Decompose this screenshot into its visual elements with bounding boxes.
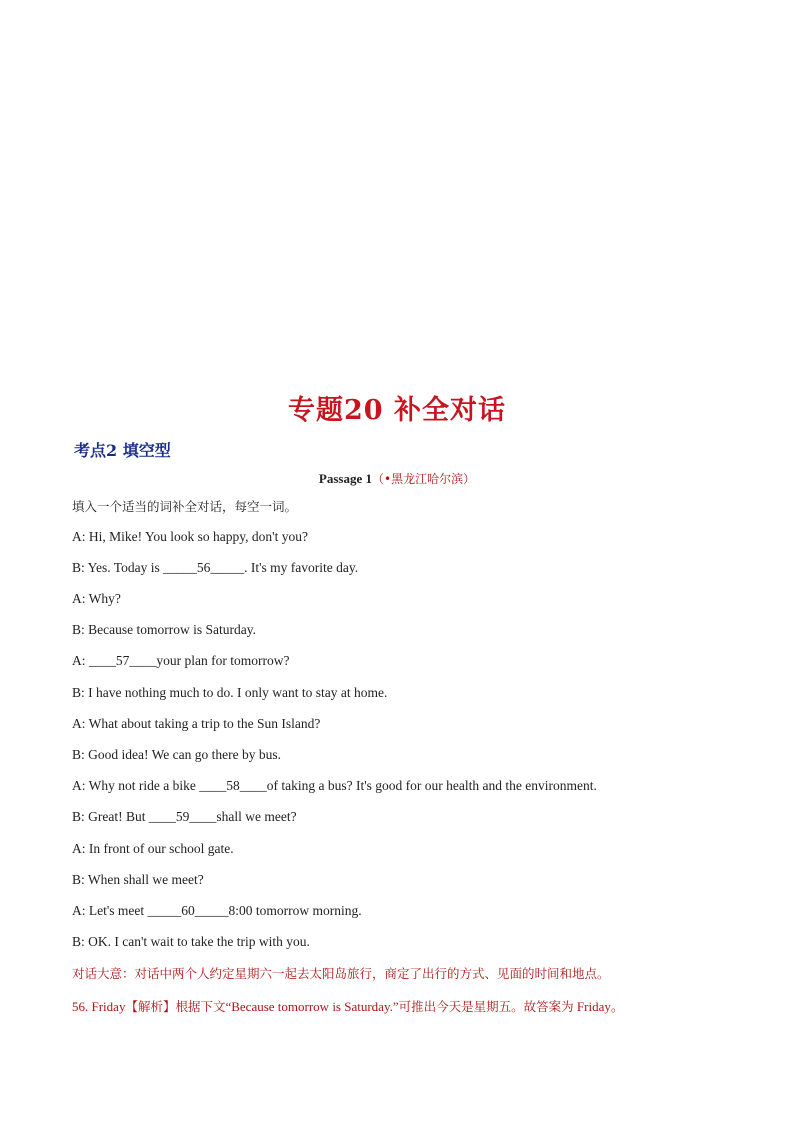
dialogue-line: B: When shall we meet?	[72, 872, 204, 887]
dialogue-line: B: Good idea! We can go there by bus.	[72, 747, 281, 762]
dialogue-line: A: ____57____your plan for tomorrow?	[72, 653, 290, 668]
blank-60: _____60_____	[147, 903, 229, 918]
instruction: 填入一个适当的词补全对话，每空一词。	[72, 499, 298, 514]
dialogue-line: B: I have nothing much to do. I only want to stay at home.	[72, 685, 388, 700]
dialogue-line: A: Let's meet _____60_____8:00 tomorrow morning.	[72, 903, 362, 918]
blank-58: ____58____	[199, 778, 267, 793]
section-heading: 考点2 填空型	[74, 441, 171, 460]
dialogue-line: A: In front of our school gate.	[72, 841, 234, 856]
page-title: 专题20 补全对话	[288, 395, 506, 426]
dialogue-line: A: What about taking a trip to the Sun Island?	[72, 716, 321, 731]
answer-explanation	[72, 996, 624, 1015]
analysis-tag: 【解析】根据下文	[125, 999, 226, 1014]
dialogue-line: B: Because tomorrow is Saturday.	[72, 622, 256, 637]
analysis-text: 可推出今天是星期五。故答案为	[398, 999, 574, 1014]
answer-word: Friday。	[573, 999, 624, 1014]
dialogue-line: A: Why?	[72, 591, 121, 606]
blank-59: ____59____	[148, 809, 217, 824]
quoted-sentence: “Because tomorrow is Saturday.”	[225, 999, 399, 1014]
answer-number: 56. Friday	[72, 999, 126, 1014]
passage-label: Passage 1	[318, 471, 372, 486]
passage-heading	[0, 470, 794, 487]
dialogue-line: A: Hi, Mike! You look so happy, don't you?	[72, 529, 308, 544]
dialogue-line: B: Yes. Today is _____56_____. It's my favorite day.	[72, 560, 359, 575]
dialogue-line: B: OK. I can't wait to take the trip with you.	[72, 934, 310, 949]
dialogue-summary: 对话大意：对话中两个人约定星期六一起去太阳岛旅行，商定了出行的方式、见面的时间和地点。	[72, 966, 610, 981]
dialogue-line: B: Great! But ____59____shall we meet?	[72, 809, 297, 824]
blank-56: _____56_____	[163, 560, 245, 575]
dialogue-line: A: Why not ride a bike ____58____of taking a bus? It's good for our health and the environment.	[72, 778, 597, 793]
passage-source: （•黑龙江哈尔滨）	[372, 472, 476, 486]
blank-57: ____57____	[88, 653, 157, 668]
